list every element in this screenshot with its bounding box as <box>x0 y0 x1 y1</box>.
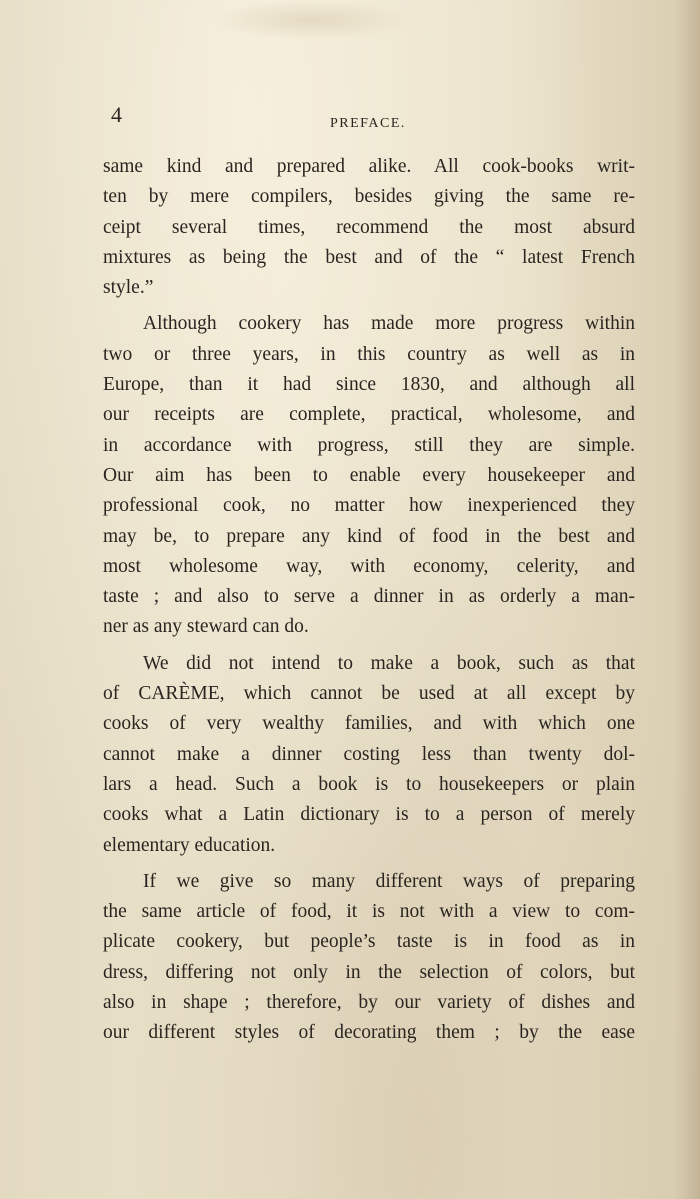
text-line: our different styles of decorating them ; by the ease <box>103 1022 635 1044</box>
text-line: elementary education. <box>103 834 276 856</box>
paragraph <box>103 152 635 303</box>
text-line: lars a head. Such a book is to housekeepers or plain <box>103 773 635 795</box>
text-line: cannot make a dinner costing less than twenty dol- <box>103 743 635 765</box>
text-line: Europe, than it had since 1830, and although all <box>103 374 635 396</box>
paragraph <box>103 649 635 861</box>
text-line: may be, to prepare any kind of food in the best and <box>103 525 635 547</box>
text-line: Although cookery has made more progress within <box>143 313 635 335</box>
text-line: also in shape ; therefore, by our variety of dishes and <box>103 992 635 1014</box>
text-line: two or three years, in this country as well as in <box>103 343 635 365</box>
paragraph <box>103 867 635 1049</box>
text-line: the same article of food, it is not with a view to com- <box>103 901 635 923</box>
text-line: ner as any steward can do. <box>103 616 309 638</box>
paragraph <box>103 309 635 642</box>
running-head: PREFACE. <box>330 116 406 131</box>
text-line: plicate cookery, but people’s taste is in food as in <box>103 931 635 953</box>
body-text <box>103 152 635 1049</box>
text-line: Our aim has been to enable every housekeeper and <box>103 464 635 486</box>
text-line: professional cook, no matter how inexperienced they <box>103 495 635 517</box>
page-number: 4 <box>111 102 122 127</box>
text-line: taste ; and also to serve a dinner in as orderly a man- <box>103 586 635 608</box>
text-line: If we give so many different ways of preparing <box>143 870 635 892</box>
text-line: cooks of very wealthy families, and with which one <box>103 713 635 735</box>
text-line: ten by mere compilers, besides giving the same re- <box>103 186 635 208</box>
text-line: our receipts are complete, practical, wholesome, and <box>103 404 635 426</box>
page-edge-shadow <box>674 0 700 1199</box>
text-line: cooks what a Latin dictionary is to a person of merely <box>103 804 635 826</box>
text-line: mixtures as being the best and of the “ latest French <box>103 246 635 268</box>
text-line: ceipt several times, recommend the most absurd <box>103 216 635 238</box>
paper-stain <box>210 0 410 40</box>
text-line: dress, differing not only in the selection of colors, but <box>103 961 635 983</box>
text-line: most wholesome way, with economy, celerity, and <box>103 555 635 577</box>
text-line: in accordance with progress, still they are simple. <box>103 434 635 456</box>
text-line: style.” <box>103 277 154 299</box>
text-line: same kind and prepared alike. All cook-books writ- <box>103 156 635 177</box>
text-line: of CARÈME, which cannot be used at all except by <box>103 683 635 705</box>
text-line: We did not intend to make a book, such as that <box>143 652 635 674</box>
